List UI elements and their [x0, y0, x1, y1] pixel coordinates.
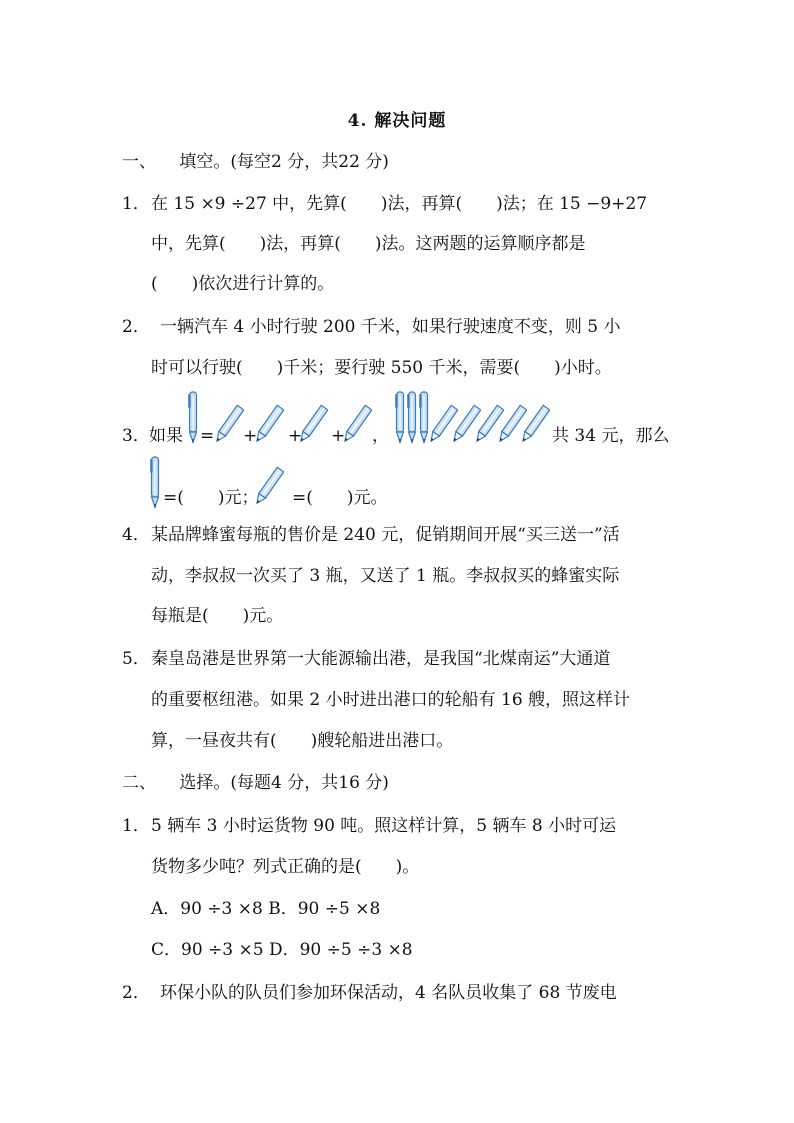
pencil-icon	[254, 464, 284, 508]
c1-option-c-d: C．90 ÷3 ×5 D．90 ÷5 ÷3 ×8	[151, 940, 413, 960]
q5-line2: 的重要枢纽港。如果 2 小时进出港口的轮船有 16 艘，照这样计	[151, 690, 631, 710]
q3-answer-pencil: =( )元。	[292, 488, 388, 508]
q2-line2: 时可以行驶( )千米；要行驶 550 千米，需要( )小时。	[151, 358, 612, 378]
section-2-label: 二、	[122, 773, 156, 793]
q1-line3: ( )依次进行计算的。	[151, 274, 335, 294]
q1-line1: 在 15 ×9 ÷27 中，先算( )法，再算( )法；在 15 −9+27	[151, 194, 648, 214]
page-title: 4. 解决问题	[347, 111, 447, 131]
q5-line3: 算，一昼夜共有( )艘轮船进出港口。	[151, 731, 454, 751]
q2-number: 2．	[122, 317, 150, 337]
q3-suffix: 共 34 元，那么	[552, 426, 670, 446]
q1-line2: 中，先算( )法，再算( )法。这两题的运算顺序都是	[151, 234, 586, 254]
q3-answer-pen: =( )元；	[163, 488, 259, 508]
q4-line2: 动，李叔叔一次买了 3 瓶，又送了 1 瓶。李叔叔买的蜂蜜实际	[151, 566, 620, 586]
c2-number: 2．	[122, 983, 150, 1003]
q3-plus-2: +	[288, 426, 303, 446]
q3-plus-1: +	[243, 426, 258, 446]
pencil-icon	[342, 402, 372, 446]
pen-icon	[148, 455, 162, 509]
q3-number: 3．	[122, 426, 150, 446]
q4-line3: 每瓶是( )元。	[151, 606, 284, 626]
q1-number: 1．	[122, 194, 150, 214]
q3-plus-3: +	[331, 426, 346, 446]
q2-line1: 一辆汽车 4 小时行驶 200 千米，如果行驶速度不变，则 5 小	[160, 317, 621, 337]
c1-line2: 货物多少吨？列式正确的是( )。	[151, 857, 420, 877]
section-1-heading	[122, 150, 389, 174]
q5-number: 5．	[122, 649, 150, 669]
c1-option-a-b: A．90 ÷3 ×8 B．90 ÷5 ×8	[151, 899, 381, 919]
q4-number: 4．	[122, 525, 150, 545]
section-1-text: 填空。(每空2 分，共22 分)	[179, 152, 389, 172]
q3-prefix: 如果	[149, 426, 183, 446]
pencil-icon	[214, 402, 244, 446]
pen-icon	[186, 390, 200, 444]
c1-line1: 5 辆车 3 小时运货物 90 吨。照这样计算，5 辆车 8 小时可运	[151, 816, 617, 836]
c2-line1: 环保小队的队员们参加环保活动，4 名队员收集了 68 节废电	[160, 983, 617, 1003]
q5-line1: 秦皇岛港是世界第一大能源输出港，是我国“北煤南运”大通道	[151, 649, 611, 669]
section-2-text: 选择。(每题4 分，共16 分)	[179, 773, 389, 793]
section-2-heading	[122, 771, 389, 795]
pencil-icon	[254, 402, 284, 446]
section-1-label: 一、	[122, 152, 156, 172]
pencil-icon	[298, 402, 328, 446]
c1-number: 1．	[122, 816, 150, 836]
pencil-icon	[520, 402, 550, 446]
q4-line1: 某品牌蜂蜜每瓶的售价是 240 元，促销期间开展“买三送一”活	[151, 525, 620, 545]
q3-equals: =	[200, 426, 215, 446]
q3-comma: ，	[372, 426, 389, 446]
